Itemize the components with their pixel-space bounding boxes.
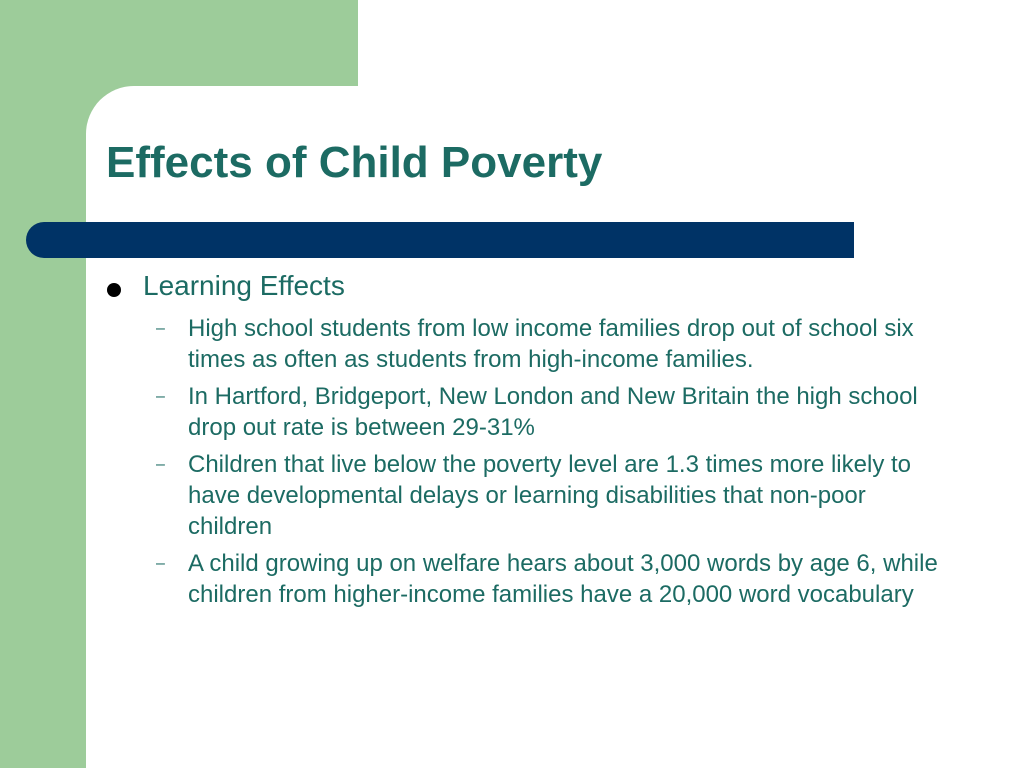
sub-bullet-text: High school students from low income families drop out of school six times as often as students from high-income families. [188,315,914,373]
sub-bullet-item [156,449,956,542]
sub-bullet-item [156,548,956,610]
title-underline-bar [26,222,854,258]
sub-bullet-item [156,381,956,443]
sub-bullet-text: In Hartford, Bridgeport, New London and New Britain the high school drop out rate is between 29-31% [188,383,918,441]
dash-icon: – [156,320,165,337]
sub-bullet-text: Children that live below the poverty level are 1.3 times more likely to have developmental delays or learning disabilities that non-poor children [188,451,911,540]
sub-bullet-item [156,313,956,375]
sub-bullet-text: A child growing up on welfare hears about 3,000 words by age 6, while children from higher-income families have a 20,000 word vocabulary [188,550,938,608]
dash-icon: – [156,388,165,405]
bullet-dot-icon [107,283,121,297]
dash-icon: – [156,456,165,473]
sub-bullet-list [156,313,956,616]
slide-title: Effects of Child Poverty [106,138,603,187]
main-bullet: Learning Effects [143,270,345,301]
dash-icon: – [156,555,165,572]
